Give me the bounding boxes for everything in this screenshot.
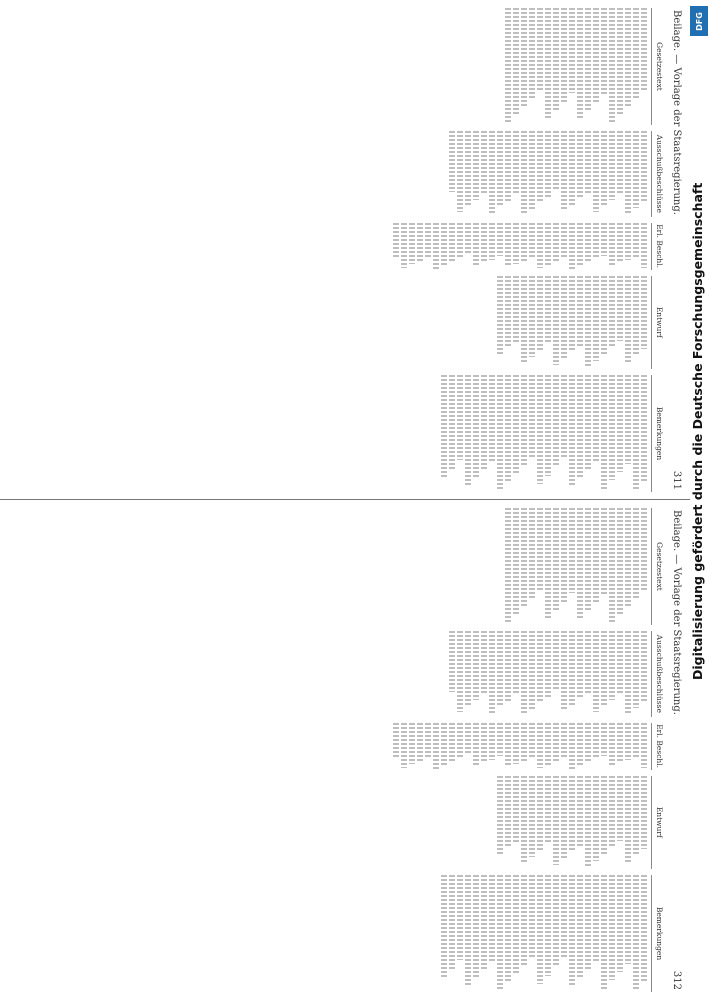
text-line xyxy=(489,223,495,260)
text-line xyxy=(409,723,415,765)
text-line xyxy=(457,723,463,759)
text-line xyxy=(617,776,623,841)
text-line xyxy=(473,375,479,479)
text-line xyxy=(553,723,559,762)
text-line xyxy=(497,776,503,856)
text-line xyxy=(473,223,479,267)
text-line xyxy=(553,223,559,262)
text-line xyxy=(513,131,519,195)
text-line xyxy=(625,276,631,363)
text-line xyxy=(617,223,623,264)
text-line xyxy=(553,631,559,691)
text-line xyxy=(601,131,607,206)
text-line xyxy=(609,276,615,348)
top-page-header xyxy=(671,10,682,490)
top-column xyxy=(391,131,664,217)
text-line xyxy=(625,776,631,863)
text-line xyxy=(545,875,551,976)
text-line xyxy=(641,276,647,350)
text-line xyxy=(537,131,543,203)
text-line xyxy=(505,131,511,201)
text-line xyxy=(641,131,647,202)
text-line xyxy=(449,723,455,762)
bottom-column-heading: Erl. Beschl. xyxy=(651,723,664,770)
text-line xyxy=(601,723,607,756)
text-line xyxy=(513,375,519,473)
text-line xyxy=(569,776,575,853)
text-line xyxy=(545,375,551,476)
text-line xyxy=(513,723,519,764)
text-line xyxy=(545,131,551,197)
text-line xyxy=(617,723,623,764)
text-line xyxy=(561,875,567,959)
text-line xyxy=(505,8,511,124)
text-line xyxy=(625,723,631,760)
text-line xyxy=(569,875,575,986)
text-line xyxy=(633,8,639,98)
text-line xyxy=(577,631,583,699)
text-line xyxy=(609,723,615,767)
text-line xyxy=(577,723,583,766)
text-line xyxy=(545,508,551,618)
text-line xyxy=(577,508,583,620)
text-line xyxy=(417,723,423,761)
text-line xyxy=(481,375,487,471)
text-line xyxy=(609,776,615,848)
bottom-column xyxy=(391,776,664,870)
text-line xyxy=(545,723,551,765)
text-line xyxy=(441,223,447,266)
text-line xyxy=(505,631,511,701)
text-line xyxy=(585,875,591,970)
text-line xyxy=(641,375,647,483)
text-line xyxy=(569,723,575,769)
bottom-page-header xyxy=(671,510,682,990)
text-line xyxy=(577,875,583,978)
text-line xyxy=(513,631,519,695)
text-line xyxy=(505,723,511,767)
text-line xyxy=(577,8,583,120)
text-line xyxy=(529,223,535,258)
text-line xyxy=(489,631,495,713)
text-line xyxy=(489,131,495,213)
text-line xyxy=(577,131,583,199)
text-line xyxy=(473,131,479,200)
text-line xyxy=(625,8,631,106)
text-line xyxy=(641,723,647,768)
text-line xyxy=(489,875,495,963)
text-line xyxy=(513,508,519,616)
text-line xyxy=(553,131,559,191)
bottom-column xyxy=(391,723,664,770)
text-line xyxy=(529,8,535,99)
text-line xyxy=(529,723,535,758)
text-line xyxy=(625,875,631,964)
text-line xyxy=(601,375,607,488)
text-line xyxy=(505,875,511,981)
digitization-stamp-text: Digitalisierung gefördert durch die Deutsche Forschungsgemeinschaft xyxy=(690,182,705,680)
text-line xyxy=(537,875,543,984)
text-line xyxy=(521,375,527,465)
text-line xyxy=(529,508,535,599)
text-line xyxy=(409,223,415,265)
text-line xyxy=(633,375,639,491)
text-line xyxy=(553,776,559,866)
text-line xyxy=(601,508,607,596)
text-line xyxy=(553,508,559,610)
text-line xyxy=(641,508,647,590)
text-line xyxy=(441,875,447,977)
text-line xyxy=(537,375,543,484)
text-line xyxy=(521,723,527,761)
text-line xyxy=(617,131,623,194)
text-line xyxy=(593,223,599,259)
text-line xyxy=(433,223,439,269)
text-line xyxy=(401,223,407,268)
text-line xyxy=(601,776,607,855)
text-line xyxy=(593,375,599,462)
text-line xyxy=(561,631,567,711)
text-line xyxy=(577,776,583,846)
text-line xyxy=(593,276,599,361)
text-line xyxy=(585,508,591,612)
text-line xyxy=(561,723,567,759)
text-line xyxy=(641,223,647,268)
text-line xyxy=(601,276,607,355)
text-line xyxy=(489,723,495,760)
bottom-page-number: 312 xyxy=(671,970,682,990)
bottom-column xyxy=(391,875,664,992)
text-line xyxy=(441,723,447,766)
bottom-header-left: Beilage. — Vorlage der Staatsregierung. xyxy=(671,510,682,715)
top-page-number: 311 xyxy=(671,470,682,490)
text-line xyxy=(545,223,551,265)
text-line xyxy=(521,875,527,965)
text-line xyxy=(545,8,551,118)
text-line xyxy=(537,776,543,851)
top-column-heading: Gesetzestext xyxy=(651,8,664,125)
text-line xyxy=(513,276,519,342)
text-line xyxy=(521,276,527,364)
text-line xyxy=(521,131,527,215)
text-line xyxy=(641,776,647,850)
text-line xyxy=(481,723,487,763)
text-line xyxy=(537,723,543,768)
text-line xyxy=(465,223,471,256)
text-line xyxy=(569,375,575,486)
top-column xyxy=(391,8,664,125)
text-line xyxy=(505,276,511,349)
text-line xyxy=(593,631,599,712)
text-line xyxy=(593,508,599,604)
bottom-page xyxy=(0,500,710,1000)
text-line xyxy=(473,723,479,767)
text-line xyxy=(505,375,511,481)
bottom-column-heading: Ausschußbeschlüsse xyxy=(651,631,664,717)
text-line xyxy=(457,223,463,259)
text-line xyxy=(569,223,575,269)
text-line xyxy=(617,631,623,694)
text-line xyxy=(457,131,463,212)
text-line xyxy=(553,875,559,967)
text-line xyxy=(513,875,519,973)
text-line xyxy=(633,723,639,757)
text-line xyxy=(641,631,647,702)
text-line xyxy=(601,223,607,256)
text-line xyxy=(529,131,535,209)
text-line xyxy=(497,131,503,207)
text-line xyxy=(537,276,543,351)
bottom-column xyxy=(391,508,664,625)
text-line xyxy=(561,276,567,359)
text-line xyxy=(537,8,543,91)
text-line xyxy=(585,276,591,368)
text-line xyxy=(633,875,639,991)
text-line xyxy=(569,131,575,205)
text-line xyxy=(521,223,527,261)
text-line xyxy=(521,8,527,107)
text-line xyxy=(441,375,447,477)
text-line xyxy=(497,631,503,707)
text-line xyxy=(481,631,487,694)
text-line xyxy=(529,276,535,357)
text-line xyxy=(585,223,591,263)
text-line xyxy=(601,8,607,96)
text-line xyxy=(505,508,511,624)
text-line xyxy=(609,223,615,267)
bottom-page-rotated-content xyxy=(0,500,690,1000)
text-line xyxy=(465,631,471,706)
top-column-heading: Entwurf xyxy=(651,276,664,370)
text-line xyxy=(457,631,463,712)
bottom-column xyxy=(391,631,664,717)
text-line xyxy=(569,8,575,93)
text-line xyxy=(537,223,543,268)
bottom-column-heading: Gesetzestext xyxy=(651,508,664,625)
text-line xyxy=(425,723,431,758)
text-line xyxy=(585,723,591,763)
text-line xyxy=(417,223,423,261)
text-line xyxy=(569,508,575,593)
text-line xyxy=(593,8,599,104)
text-line xyxy=(513,223,519,264)
text-line xyxy=(489,375,495,463)
text-line xyxy=(585,631,591,693)
text-line xyxy=(601,631,607,706)
text-line xyxy=(609,8,615,123)
text-line xyxy=(585,8,591,112)
text-line xyxy=(465,131,471,206)
bottom-column-heading: Entwurf xyxy=(651,776,664,870)
text-line xyxy=(553,8,559,110)
text-line xyxy=(513,776,519,842)
text-line xyxy=(497,276,503,356)
text-line xyxy=(449,223,455,262)
text-line xyxy=(561,223,567,259)
top-column xyxy=(391,276,664,370)
text-line xyxy=(561,508,567,602)
top-column xyxy=(391,223,664,270)
text-line xyxy=(585,131,591,193)
text-line xyxy=(561,776,567,859)
text-line xyxy=(609,631,615,700)
top-header-left: Beilage. — Vorlage der Staatsregierung. xyxy=(671,10,682,215)
text-line xyxy=(449,631,455,692)
text-line xyxy=(617,8,623,114)
text-line xyxy=(513,8,519,116)
text-line xyxy=(497,723,503,757)
text-line xyxy=(425,223,431,258)
text-line xyxy=(561,8,567,102)
text-line xyxy=(529,776,535,857)
text-line xyxy=(457,875,463,960)
text-line xyxy=(465,875,471,987)
text-line xyxy=(537,631,543,703)
digitization-stamp xyxy=(690,40,708,680)
text-line xyxy=(617,875,623,972)
text-line xyxy=(521,776,527,864)
text-line xyxy=(529,631,535,709)
text-line xyxy=(497,375,503,490)
text-line xyxy=(577,375,583,478)
text-line xyxy=(625,131,631,214)
text-line xyxy=(617,276,623,341)
text-line xyxy=(625,508,631,606)
text-line xyxy=(481,875,487,971)
text-line xyxy=(633,508,639,598)
text-line xyxy=(481,223,487,263)
text-line xyxy=(617,375,623,472)
text-line xyxy=(433,723,439,769)
text-line xyxy=(393,723,399,757)
text-line xyxy=(401,723,407,768)
text-line xyxy=(609,508,615,623)
text-line xyxy=(449,375,455,469)
text-line xyxy=(641,8,647,90)
text-line xyxy=(497,223,503,257)
bottom-column-heading: Bemerkungen xyxy=(651,875,664,992)
text-line xyxy=(545,776,551,844)
top-column-heading: Ausschußbeschlüsse xyxy=(651,131,664,217)
text-line xyxy=(545,276,551,344)
text-line xyxy=(545,631,551,697)
text-line xyxy=(537,508,543,591)
text-line xyxy=(593,131,599,212)
text-line xyxy=(473,631,479,700)
text-line xyxy=(585,776,591,868)
top-column xyxy=(391,375,664,492)
text-line xyxy=(625,375,631,464)
text-line xyxy=(505,223,511,267)
text-line xyxy=(521,508,527,607)
top-page-rotated-content xyxy=(0,0,690,500)
text-line xyxy=(457,375,463,460)
text-line xyxy=(481,131,487,194)
text-line xyxy=(521,631,527,715)
text-line xyxy=(553,375,559,467)
text-line xyxy=(577,223,583,266)
text-line xyxy=(529,875,535,957)
text-line xyxy=(561,375,567,459)
text-line xyxy=(393,223,399,257)
text-line xyxy=(569,631,575,705)
text-line xyxy=(585,375,591,470)
text-line xyxy=(473,875,479,979)
text-line xyxy=(529,375,535,457)
text-line xyxy=(633,631,639,708)
text-line xyxy=(633,131,639,208)
text-line xyxy=(561,131,567,211)
text-line xyxy=(617,508,623,614)
text-line xyxy=(609,875,615,980)
text-line xyxy=(593,875,599,962)
text-line xyxy=(553,276,559,366)
text-line xyxy=(577,276,583,346)
text-line xyxy=(609,375,615,480)
text-line xyxy=(497,875,503,990)
text-line xyxy=(625,631,631,714)
text-line xyxy=(633,223,639,257)
text-line xyxy=(641,875,647,983)
text-line xyxy=(633,276,639,356)
text-line xyxy=(633,776,639,856)
text-line xyxy=(569,276,575,353)
dfg-logo: DFG xyxy=(690,6,708,36)
text-line xyxy=(593,723,599,759)
text-line xyxy=(449,875,455,969)
text-line xyxy=(465,723,471,756)
text-line xyxy=(449,131,455,192)
top-column-heading: Bemerkungen xyxy=(651,375,664,492)
text-line xyxy=(601,875,607,988)
text-line xyxy=(593,776,599,861)
text-line xyxy=(505,776,511,849)
top-page-columns xyxy=(391,8,664,492)
text-line xyxy=(625,223,631,260)
top-column-heading: Erl. Beschl. xyxy=(651,223,664,270)
bottom-page-columns xyxy=(391,508,664,992)
text-line xyxy=(609,131,615,200)
text-line xyxy=(465,375,471,487)
